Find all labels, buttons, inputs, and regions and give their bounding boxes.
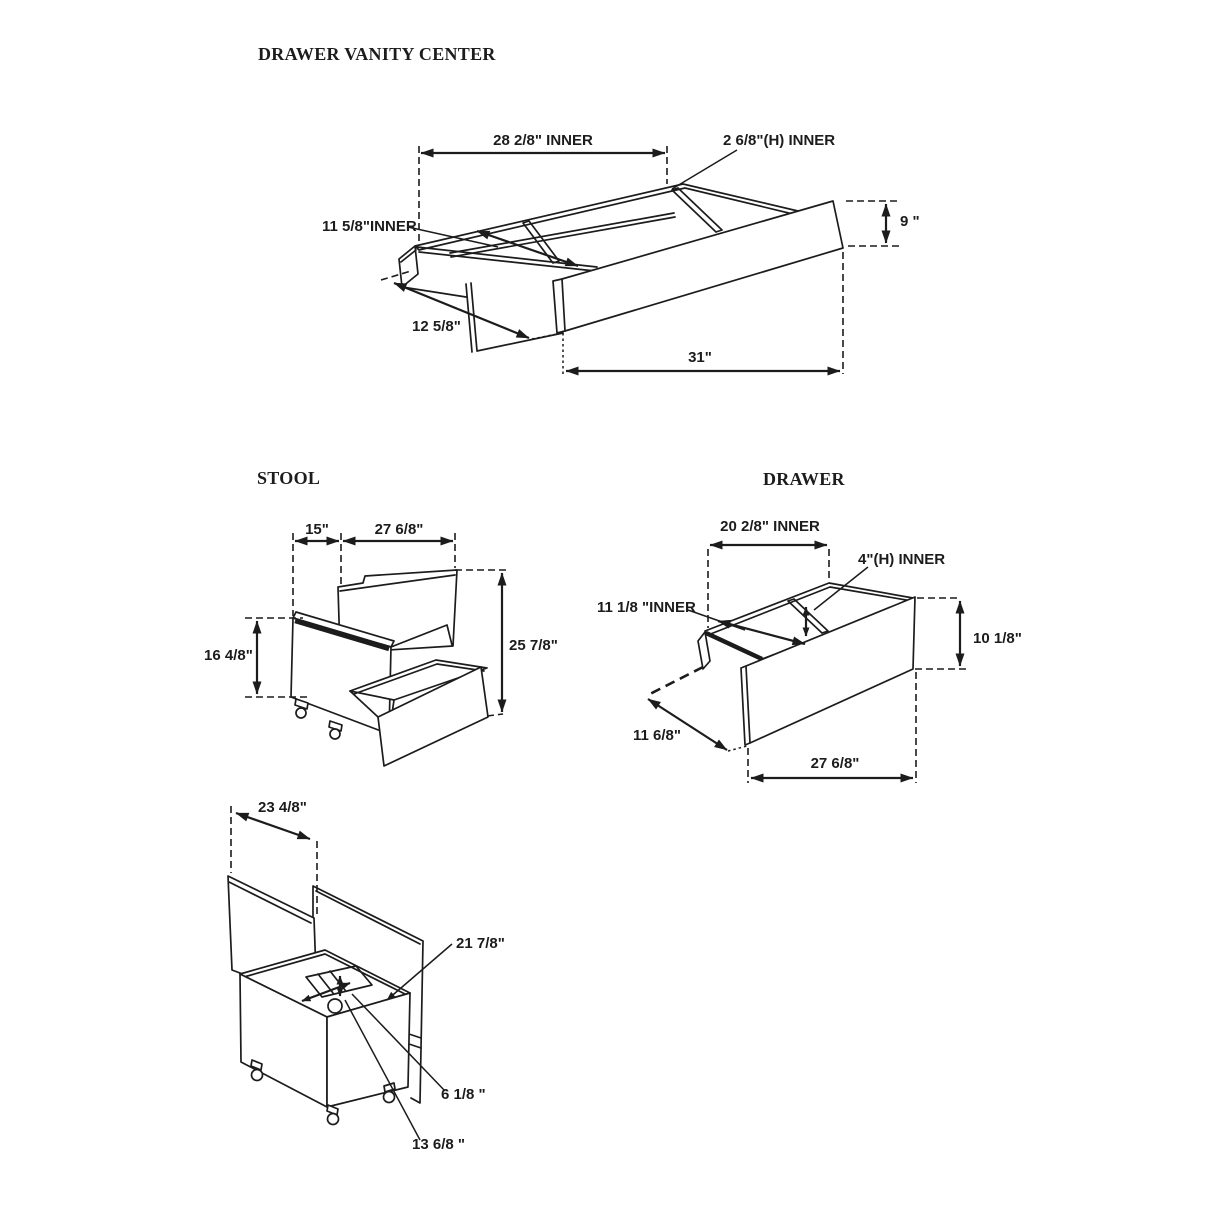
stool-label-box-height: 16 4/8" (204, 647, 253, 664)
vanity-title: DRAWER VANITY CENTER (258, 44, 496, 64)
stool-title: STOOL (257, 468, 321, 488)
drawer-front-panel (746, 597, 915, 743)
open-caster-wheel (252, 1070, 263, 1081)
drawer-label-outer-width: 27 6/8" (810, 755, 860, 772)
vanity-label-front-height: 9 " (900, 213, 920, 230)
drawer-leader-lines (688, 567, 868, 630)
open-right-panel-hinge (409, 1034, 421, 1048)
figure-vanity (258, 44, 920, 375)
open-label-lid-depth: 23 4/8" (258, 799, 307, 816)
vanity-label-side-depth: 12 5/8" (412, 318, 461, 335)
stool-label-seat-width: 27 6/8" (374, 521, 424, 538)
vanity-label-outer-width: 31" (688, 349, 712, 366)
drawer-label-inner-height: 4"(H) INNER (858, 551, 946, 568)
open-label-opening-width: 21 7/8" (456, 935, 505, 952)
figure-drawer (597, 469, 1022, 783)
vanity-front-panel (562, 201, 843, 331)
drawer-tray-rim-shadow (706, 633, 762, 659)
open-leader-opening-width (387, 944, 452, 1000)
drawer-label-inner-width: 20 2/8" INNER (720, 518, 820, 535)
figure-stool (204, 468, 558, 766)
stool-label-overall-height: 25 7/8" (509, 637, 558, 654)
drawer-title: DRAWER (763, 469, 845, 489)
vanity-label-inner-depth: 11 5/8"INNER (322, 218, 417, 235)
figure-stool-open (228, 799, 505, 1153)
vanity-leader-lines (408, 150, 737, 247)
open-label-tray-height: 6 1/8 " (441, 1086, 486, 1103)
open-caster-wheel (384, 1092, 395, 1103)
open-right-panel-edge (316, 891, 420, 944)
drawer-label-side-depth: 11 6/8" (633, 727, 681, 744)
drawer-dotted-lines (728, 746, 747, 751)
open-interior-hole (328, 999, 342, 1013)
stool-caster-wheel (330, 729, 340, 739)
open-dim-lid-depth-arrow (236, 813, 310, 839)
vanity-label-inner-width: 28 2/8" INNER (493, 132, 593, 149)
stool-label-seat-depth: 15" (305, 521, 329, 538)
drawer-side-depth-extension (646, 667, 703, 696)
open-label-tray-width: 13 6/8 " (412, 1136, 465, 1153)
vanity-label-inner-height: 2 6/8"(H) INNER (723, 132, 836, 149)
drawer-label-inner-depth: 11 1/8 "INNER (597, 599, 696, 616)
stool-caster-wheel (296, 708, 306, 718)
open-caster-wheel (328, 1114, 339, 1125)
drawer-label-front-height: 10 1/8" (973, 630, 1022, 647)
